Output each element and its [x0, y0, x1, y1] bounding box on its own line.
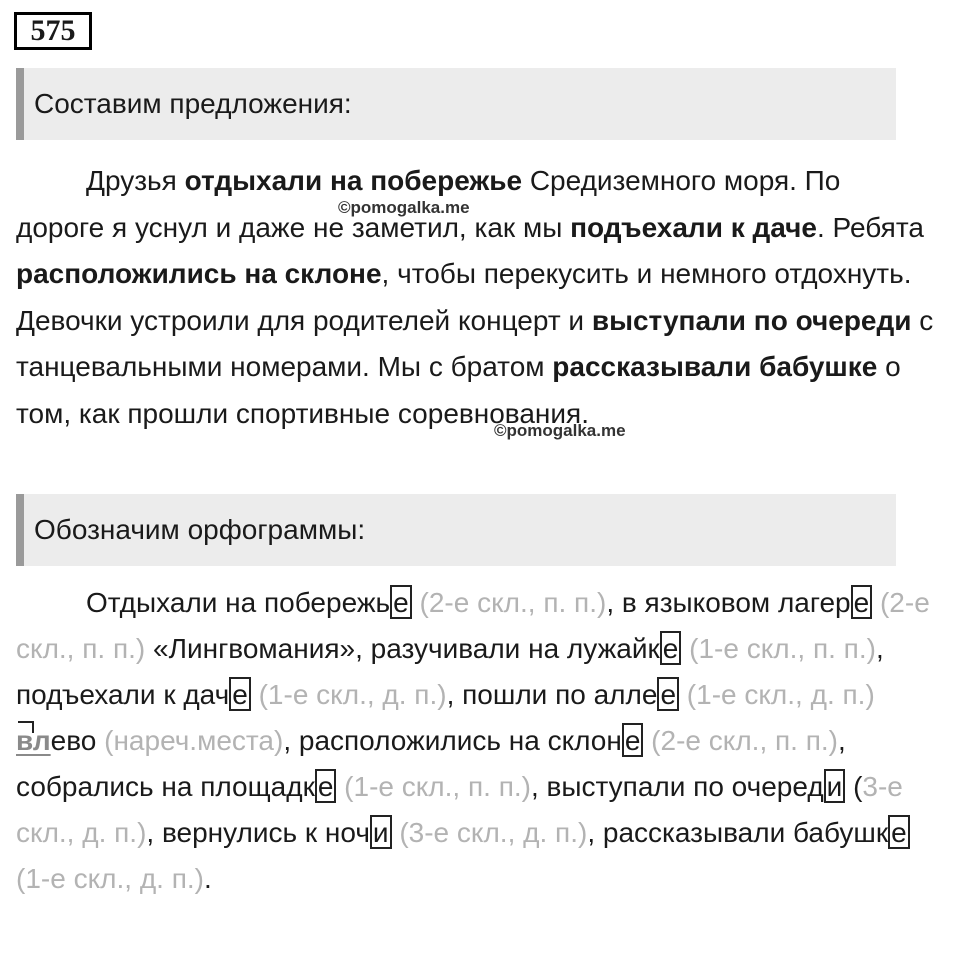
text: Друзья [86, 165, 185, 196]
text: «Лингвомания», разучивали на [145, 633, 567, 664]
orthogram-box: и [824, 769, 846, 803]
paragraph-sentences [16, 158, 936, 437]
paragraph-orthograms [16, 580, 936, 902]
text: ( [845, 771, 863, 802]
orthogram-box: е [390, 585, 412, 619]
prefix-mark: вл [16, 725, 51, 756]
bold-phrase: выступали по очереди [591, 304, 912, 336]
grammar-note: (1-е скл., д. п.) [250, 679, 447, 710]
orthogram-box: е [888, 815, 910, 849]
text: , рассказывали бабушк [587, 817, 889, 848]
bold-phrase: рассказывали бабушке [552, 351, 878, 382]
text: , выступали по очеред [530, 771, 824, 802]
text: , чтобы перекусить и немного отдохнуть. Девочки устроили для родителей концерт и [16, 258, 912, 336]
text: , собрались на площадк [16, 725, 846, 802]
grammar-note: (2-е скл., п. п.) [411, 587, 607, 618]
orthogram-box: е [851, 585, 873, 619]
text: , подъехали к дач [16, 633, 884, 710]
grammar-note: (нареч.места) [96, 725, 284, 756]
watermark: ©pomogalka.me [494, 421, 626, 440]
grammar-note: (1-е скл., п. п.) [681, 633, 876, 664]
text: , пошли по алле [446, 679, 658, 710]
text: , расположились на склон [283, 725, 622, 756]
grammar-note: (2-е скл., п. п.) [643, 725, 838, 756]
orthogram-box: е [660, 631, 682, 665]
grammar-note: (3-е скл., д. п.) [391, 817, 588, 848]
section-header-orthograms: Обозначим орфограммы: [16, 494, 896, 566]
text: Средиземного моря. По дороге я уснул и даже не заметил, как мы [16, 165, 841, 243]
bold-phrase: подъехали к даче [570, 211, 817, 243]
text: , вернулись к ноч [146, 817, 370, 848]
text: лужайк [566, 633, 660, 664]
exercise-number: 575 [14, 12, 92, 50]
bold-phrase: отдыхали на побережье [184, 165, 523, 196]
text: лагер [777, 587, 851, 618]
grammar-note: (1-е скл., д. п.) [679, 679, 875, 710]
section-header-compose: Составим предложения: [16, 68, 896, 140]
text: , в языковом [606, 587, 778, 618]
text: Отдыхали на побережь [86, 587, 391, 618]
grammar-note: 3-е скл., д. п.) [16, 771, 903, 848]
text: ево [50, 725, 97, 756]
grammar-note: (2-е скл., п. п.) [16, 587, 930, 664]
grammar-note: (1-е скл., п. п.) [336, 771, 531, 802]
orthogram-box: е [622, 723, 644, 757]
watermark: ©pomogalka.me [338, 198, 470, 217]
text: с танцевальными номерами. Мы с братом [16, 304, 934, 382]
orthogram-box: е [229, 677, 251, 711]
bold-phrase: расположились на склоне [16, 258, 382, 289]
text: . Ребята [816, 211, 924, 243]
text: о том, как прошли спортивные соревнования. [16, 351, 901, 429]
grammar-note: (1-е скл., д. п.) [16, 863, 204, 894]
orthogram-box: е [315, 769, 337, 803]
orthogram-box: е [657, 677, 679, 711]
text: . [203, 863, 212, 894]
orthogram-box: и [370, 815, 392, 849]
